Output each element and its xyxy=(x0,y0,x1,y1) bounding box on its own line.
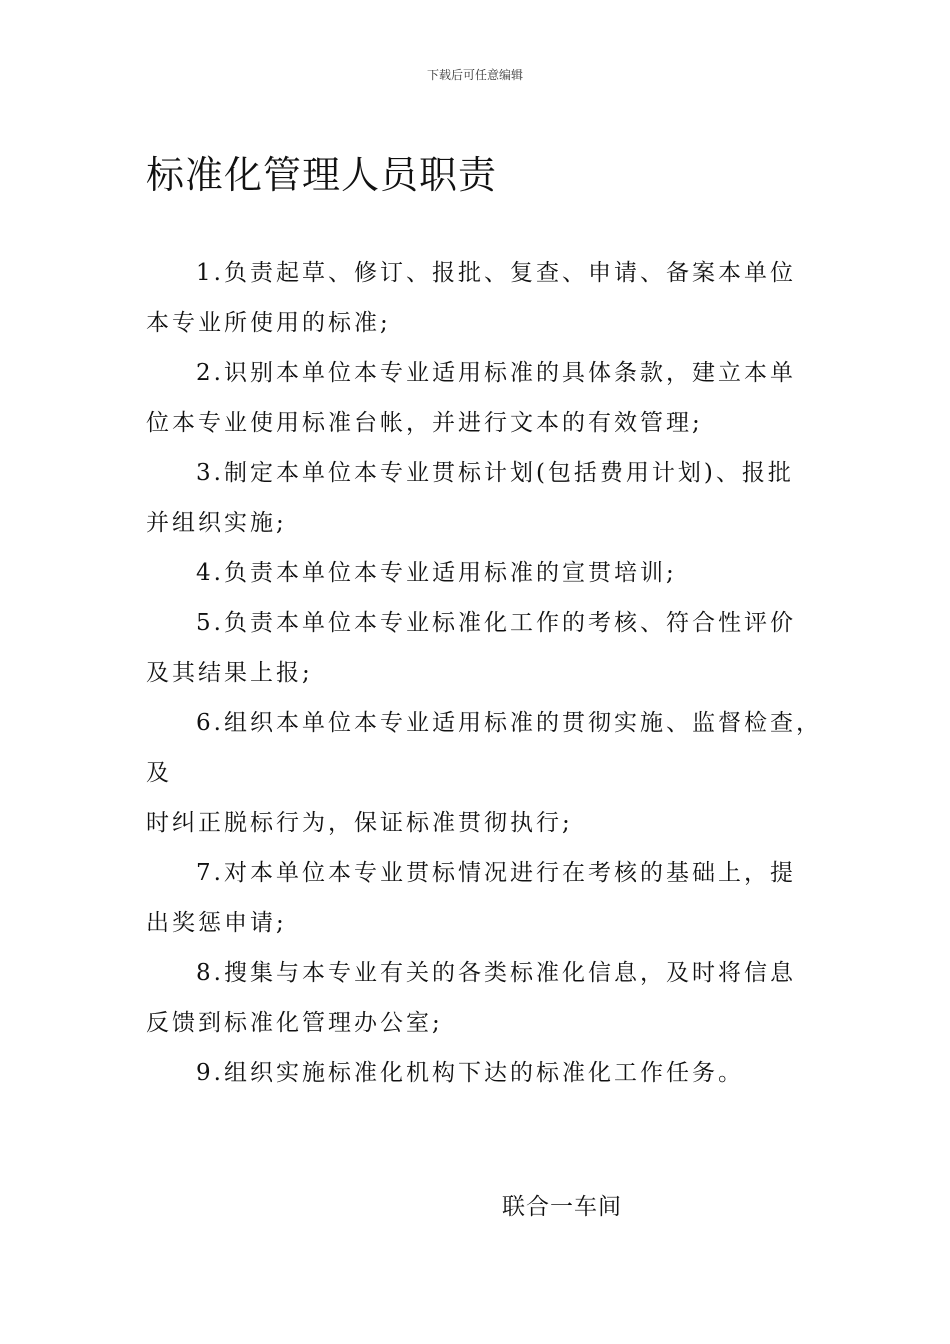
item-6-line-3: 时纠正脱标行为，保证标准贯彻执行; xyxy=(146,810,573,836)
item-1-line-1: 1.负责起草、修订、报批、复查、申请、备案本单位 xyxy=(196,260,796,286)
item-4-line-1: 4.负责本单位本专业适用标准的宣贯培训; xyxy=(196,560,677,586)
item-8-line-1: 8.搜集与本专业有关的各类标准化信息，及时将信息 xyxy=(196,960,796,986)
item-1-line-2: 本专业所使用的标准; xyxy=(146,310,391,336)
item-3-line-2: 并组织实施; xyxy=(146,510,287,536)
document-title: 标准化管理人员职责 xyxy=(146,153,498,197)
header-note: 下载后可任意编辑 xyxy=(426,68,523,82)
signature: 联合一车间 xyxy=(502,1194,622,1220)
item-9-line-1: 9.组织实施标准化机构下达的标准化工作任务。 xyxy=(196,1060,744,1086)
item-6-line-1: 6.组织本单位本专业适用标准的贯彻实施、监督检查， xyxy=(196,710,822,736)
item-2-line-1: 2.识别本单位本专业适用标准的具体条款，建立本单 xyxy=(196,360,796,386)
item-8-line-2: 反馈到标准化管理办公室; xyxy=(146,1010,443,1036)
item-5-line-1: 5.负责本单位本专业标准化工作的考核、符合性评价 xyxy=(196,610,796,636)
item-7-line-2: 出奖惩申请; xyxy=(146,910,287,936)
item-5-line-2: 及其结果上报; xyxy=(146,660,313,686)
item-2-line-2: 位本专业使用标准台帐，并进行文本的有效管理; xyxy=(146,410,703,436)
item-6-line-2: 及 xyxy=(146,760,172,786)
item-3-line-1: 3.制定本单位本专业贯标计划(包括费用计划)、报批 xyxy=(196,460,794,486)
item-7-line-1: 7.对本单位本专业贯标情况进行在考核的基础上，提 xyxy=(196,860,796,886)
